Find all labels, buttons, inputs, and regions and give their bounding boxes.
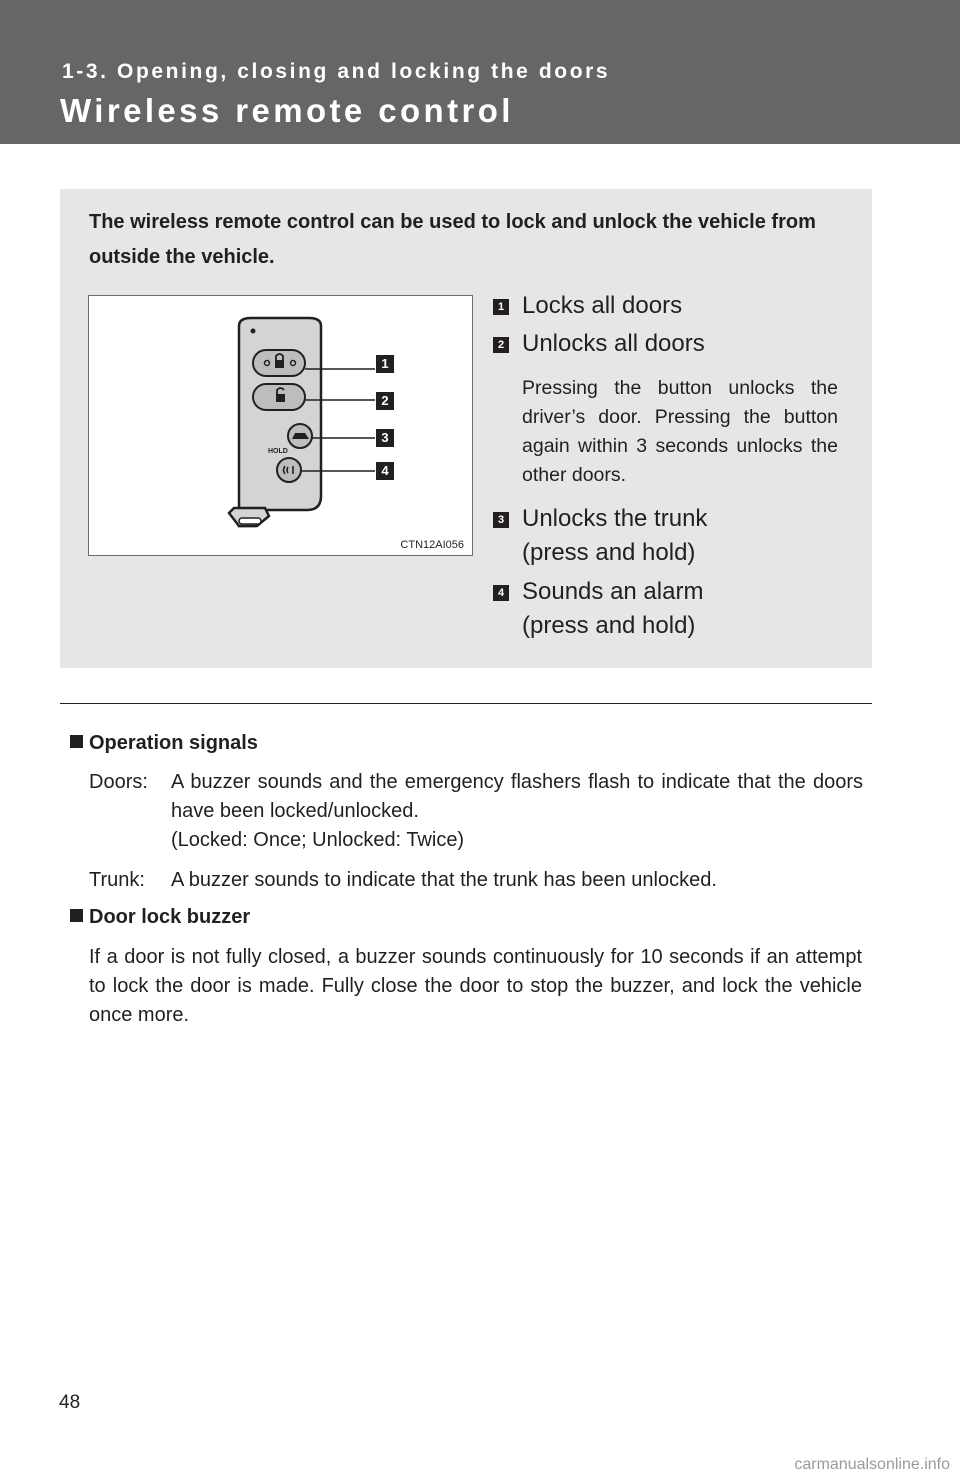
unlock-icon xyxy=(276,394,285,402)
buzzer-text: If a door is not fully closed, a buzzer sounds continuously for 10 seconds if an attempt to lock the door is made. Fully close the door to stop the buzzer, and lock the vehicle once more. xyxy=(89,946,862,1026)
lock-icon xyxy=(275,360,284,368)
legend-text: Locks all doors xyxy=(522,292,683,319)
doors-text: A buzzer sounds and the emergency flashers flash to indicate that the doors have been locked/unlocked. xyxy=(171,771,863,822)
figure-code: CTN12AI056 xyxy=(400,539,464,551)
legend-number: 1 xyxy=(493,299,509,315)
legend-text: (press and hold) xyxy=(522,612,696,639)
callout-1: 1 xyxy=(376,355,394,373)
trunk-label: Trunk: xyxy=(89,869,145,891)
key-fob-drawing xyxy=(89,296,472,555)
doors-label: Doors: xyxy=(89,771,148,793)
legend-text: Sounds an alarm xyxy=(522,578,704,605)
heading-text: Door lock buzzer xyxy=(89,906,251,928)
callout-4: 4 xyxy=(376,462,394,480)
callout-2: 2 xyxy=(376,392,394,410)
legend-number: 3 xyxy=(493,512,509,528)
remote-illustration xyxy=(88,295,473,556)
trunk-text: A buzzer sounds to indicate that the trunk has been unlocked. xyxy=(171,869,717,891)
key-slot xyxy=(239,518,261,524)
hold-label: HOLD xyxy=(268,448,288,455)
legend-number: 4 xyxy=(493,585,509,601)
legend-note: Pressing the button unlocks the driver’s door. Pressing the button again within 3 seconds unlocks the other doors. xyxy=(522,377,838,486)
page-number: 48 xyxy=(59,1392,81,1413)
heading-text: Operation signals xyxy=(89,732,258,754)
callout-3: 3 xyxy=(376,429,394,447)
watermark: carmanualsonline.info xyxy=(794,1456,950,1473)
legend-number: 2 xyxy=(493,337,509,353)
page-title: Wireless remote control xyxy=(60,92,514,129)
bullet-square-icon xyxy=(70,735,83,748)
intro-text: The wireless remote control can be used to lock and unlock the vehicle from outside the vehicle. xyxy=(89,211,816,268)
divider xyxy=(60,703,872,704)
indicator-dot xyxy=(251,329,256,334)
chapter-header xyxy=(0,0,960,144)
alarm-button-drawing xyxy=(277,458,301,482)
legend-text: (press and hold) xyxy=(522,539,696,566)
section-label: 1-3. Opening, closing and locking the doors xyxy=(62,60,611,83)
bullet-square-icon xyxy=(70,909,83,922)
doors-detail: (Locked: Once; Unlocked: Twice) xyxy=(171,829,465,851)
legend-text: Unlocks the trunk xyxy=(522,505,708,532)
door-lock-buzzer-heading xyxy=(70,906,250,929)
legend-text: Unlocks all doors xyxy=(522,330,705,357)
info-box xyxy=(60,189,872,668)
operation-signals-heading xyxy=(70,732,258,755)
